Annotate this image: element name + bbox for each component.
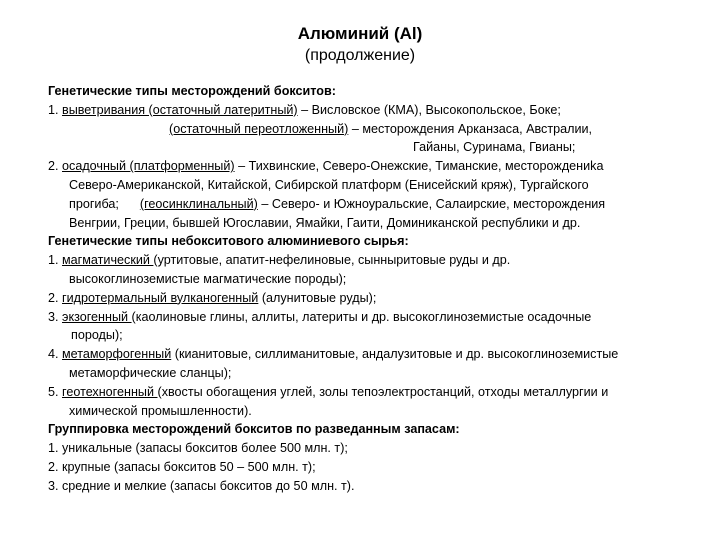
hydrothermal-term: гидротермальный вулканогенный bbox=[62, 290, 259, 305]
metamorphogenic-line-2: метаморфические сланцы); bbox=[69, 365, 232, 380]
list-item-magmatic bbox=[48, 251, 712, 270]
item-number: 4. bbox=[48, 347, 63, 362]
list-item-redeposited bbox=[48, 120, 712, 139]
redeposited-term: (остаточный переотложенный) bbox=[169, 121, 349, 136]
sedimentary-line-4: Венгрии, Греции, бывшей Югославии, Ямайки, Гаити, Доминиканской республики и др. bbox=[69, 215, 581, 230]
geosynclinal-term: (геосинклинальный) bbox=[139, 196, 258, 211]
magmatic-line-2: высокоглиноземистые магматические породы); bbox=[69, 271, 347, 286]
magmatic-text: (уртитовые, апатит-нефелиновые, сынныритовые руды и др. bbox=[153, 253, 511, 268]
sedimentary-line-2: Северо-Американской, Китайской, Сибирской платформ (Енисейский кряж), Тургайского bbox=[69, 177, 589, 192]
list-item-geotechnogenic bbox=[48, 383, 712, 402]
weathering-term: выветривания (остаточный латеритный) bbox=[62, 102, 298, 117]
list-item-sedimentary bbox=[48, 157, 712, 176]
genetic-types-heading: Генетические типы месторождений бокситов: bbox=[48, 84, 336, 98]
sedimentary-line-3 bbox=[48, 195, 712, 214]
page-title: Алюминий (Al) bbox=[297, 24, 423, 43]
item-number: 3. bbox=[48, 309, 63, 324]
redeposited-continuation: Гайаны, Суринама, Гвианы; bbox=[413, 140, 576, 155]
geotechnogenic-term: геотехногенный bbox=[62, 384, 158, 399]
list-item-hydrothermal bbox=[48, 289, 712, 308]
sedimentary-text: – Тихвинские, Северо-Онежские, Тиманские, месторождениkа bbox=[234, 159, 604, 174]
item-number: 1. bbox=[48, 253, 63, 268]
document-body bbox=[48, 82, 712, 496]
exogenous-text: (каолиновые глины, аллиты, латериты и др. высокоглиноземистые осадочные bbox=[131, 309, 592, 324]
sedimentary-term: осадочный (платформенный) bbox=[62, 159, 235, 174]
geosynclinal-text: – Северо- и Южноуральские, Салаирские, месторождения bbox=[257, 196, 606, 211]
list-item-weathering bbox=[48, 101, 712, 120]
grouping-item-unique: 1. уникальные (запасы бокситов более 500 млн. т); bbox=[48, 441, 348, 456]
item-number: 5. bbox=[48, 384, 63, 399]
grouping-item-large: 2. крупные (запасы бокситов 50 – 500 млн. т); bbox=[48, 459, 316, 474]
list-item-metamorphogenic bbox=[48, 345, 712, 364]
trough-text: прогиба; bbox=[69, 196, 140, 211]
metamorphogenic-text: (кианитовые, силлиманитовые, андалузитовые и др. высокоглиноземистые bbox=[171, 347, 619, 362]
weathering-text: – Висловское (КМА), Высокопольское, Боке; bbox=[297, 102, 561, 117]
exogenous-term: экзогенный bbox=[62, 309, 132, 324]
non-bauxite-heading: Генетические типы небокситового алюминиевого сырья: bbox=[48, 234, 409, 249]
item-number: 1. bbox=[48, 102, 63, 117]
magmatic-term: магматический bbox=[62, 253, 154, 268]
list-item-exogenous bbox=[48, 308, 712, 327]
geotechnogenic-text: (хвосты обогащения углей, золы тепоэлектростанций, отходы металлургии и bbox=[157, 384, 609, 399]
hydrothermal-text: (алунитовые руды); bbox=[258, 290, 377, 305]
metamorphogenic-term: метаморфогенный bbox=[62, 347, 172, 362]
redeposited-text: – месторождения Арканзаса, Австралии, bbox=[348, 121, 593, 136]
grouping-heading: Группировка месторождений бокситов по разведанным запасам: bbox=[48, 422, 460, 437]
item-number: 2. bbox=[48, 159, 63, 174]
page-subtitle: (продолжение) bbox=[304, 47, 416, 64]
grouping-item-medium-small: 3. средние и мелкие (запасы бокситов до 50 млн. т). bbox=[48, 478, 355, 493]
exogenous-line-2: породы); bbox=[71, 328, 123, 343]
item-number: 2. bbox=[48, 290, 63, 305]
geotechnogenic-line-2: химической промышленности). bbox=[69, 403, 252, 418]
